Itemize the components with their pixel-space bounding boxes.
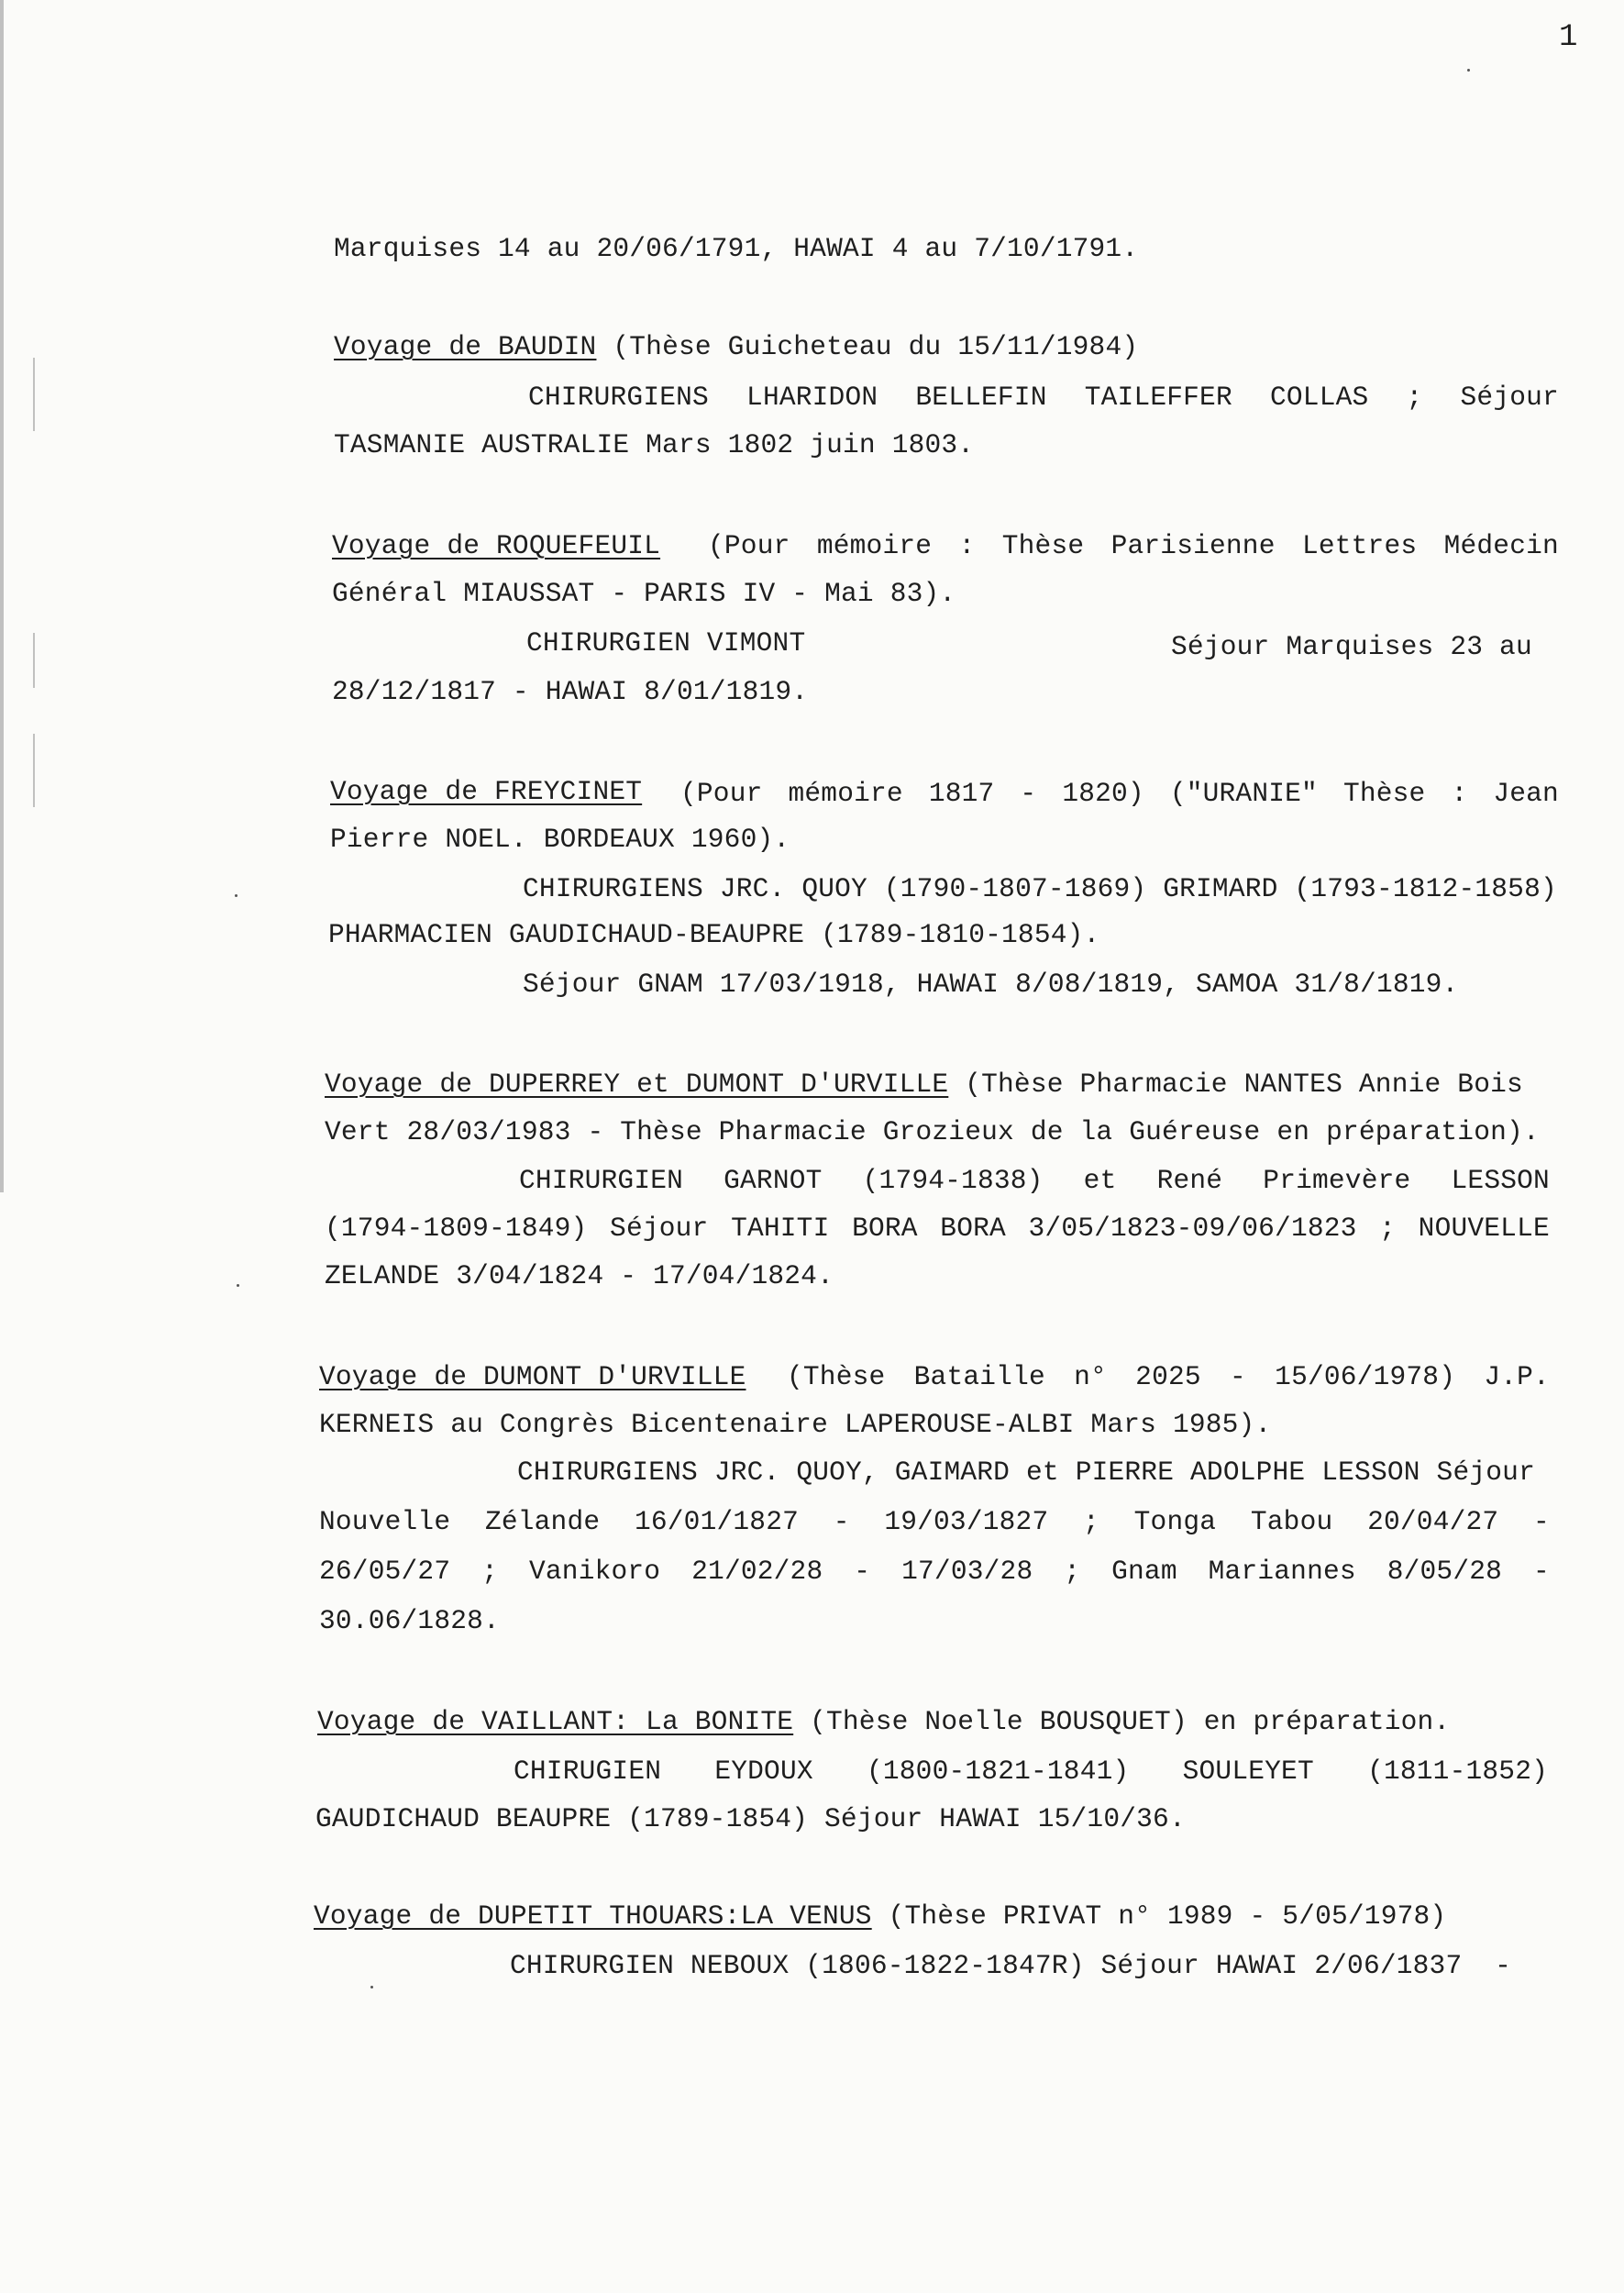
word: CHIRURGIENS (528, 382, 709, 413)
word: Mariannes (1208, 1556, 1356, 1587)
text-line: GAUDICHAUD BEAUPRE (1789-1854) Séjour HAWAI 15/10/36. (315, 1803, 1186, 1834)
text-line: Séjour GNAM 17/03/1918, HAWAI 8/08/1819, SAMOA 31/8/1819. (523, 969, 1459, 1000)
scan-speck (235, 894, 238, 897)
word: - (1020, 778, 1037, 809)
voyage-ref: (Thèse Pharmacie NANTES Annie Bois (948, 1069, 1523, 1100)
word: 20/04/27 (1367, 1506, 1499, 1537)
word: René (1156, 1165, 1223, 1196)
word: 19/03/1827 (884, 1506, 1049, 1537)
word: 1820) (1062, 778, 1144, 809)
text-line (708, 530, 1559, 561)
word: CHIRUGIEN (514, 1756, 662, 1787)
voyage-heading (317, 1706, 1450, 1737)
word: 2025 (1135, 1361, 1201, 1392)
word: (Pour (680, 778, 763, 809)
word: Vanikoro (528, 1556, 661, 1587)
scan-edge (0, 0, 4, 1192)
word: Lettres (1301, 530, 1418, 561)
text-line: PHARMACIEN GAUDICHAUD-BEAUPRE (1789-1810-1854). (328, 919, 1100, 950)
word: 15/06/1978) (1275, 1361, 1456, 1392)
word: - (1532, 1556, 1550, 1587)
voyage-ref: (Thèse PRIVAT n° 1989 - 5/05/1978) (871, 1900, 1447, 1932)
word: (1794-1838) (862, 1165, 1044, 1196)
scan-speck (370, 1986, 373, 1988)
word: ; (1064, 1556, 1081, 1587)
word: LESSON (1451, 1165, 1550, 1196)
voyage-title: Voyage de DUPERREY et DUMONT D'URVILLE (325, 1069, 949, 1100)
word: (1794-1809-1849) (325, 1213, 588, 1244)
text-line: Général MIAUSSAT - PARIS IV - Mai 83). (332, 578, 956, 609)
text-line (514, 1756, 1548, 1787)
word: Thèse (1001, 530, 1085, 561)
word: 16/01/1827 (634, 1506, 799, 1537)
text-line: CHIRURGIEN NEBOUX (1806-1822-1847R) Séjour HAWAI 2/06/1837 - (510, 1950, 1512, 1981)
word: Médecin (1443, 530, 1559, 561)
scan-speck (237, 1284, 239, 1287)
text-line: CHIRURGIEN VIMONT (526, 627, 806, 659)
text-line: CHIRURGIENS JRC. QUOY (1790-1807-1869) GRIMARD (1793-1812-1858) (523, 873, 1557, 904)
word: (1800-1821-1841) (866, 1756, 1130, 1787)
text-line: Vert 28/03/1983 - Thèse Pharmacie Grozieux de la Guéreuse en préparation). (325, 1116, 1540, 1147)
scan-mark (33, 633, 35, 688)
word: : (958, 530, 976, 561)
text-line (319, 1556, 1550, 1587)
word: mémoire (788, 778, 903, 809)
word: 21/02/28 (691, 1556, 823, 1587)
voyage-ref: (Thèse Guicheteau du 15/11/1984) (596, 331, 1139, 362)
text-line (325, 1213, 1550, 1244)
text-line (519, 1165, 1550, 1196)
voyage-title: Voyage de ROQUEFEUIL (332, 530, 661, 561)
text-line (787, 1361, 1550, 1392)
word: Gnam (1111, 1556, 1177, 1587)
word: Tabou (1250, 1506, 1333, 1537)
word: et (1083, 1165, 1117, 1196)
word: GARNOT (724, 1165, 823, 1196)
word: BORA (940, 1213, 1006, 1244)
word: 1817 (928, 778, 995, 809)
word: 3/05/1823-09/06/1823 (1028, 1213, 1357, 1244)
word: SOULEYET (1182, 1756, 1314, 1787)
voyage-title: Voyage de VAILLANT: La BONITE (317, 1706, 794, 1737)
word: - (1230, 1361, 1246, 1392)
text-line: Pierre NOEL. BORDEAUX 1960). (330, 824, 790, 855)
voyage-title: Voyage de DUMONT D'URVILLE (319, 1361, 746, 1392)
text-line: 30.06/1828. (319, 1605, 500, 1636)
text-line (680, 778, 1559, 809)
word: CHIRURGIEN (519, 1165, 684, 1196)
word: 8/05/28 (1386, 1556, 1503, 1587)
text-line: TASMANIE AUSTRALIE Mars 1802 juin 1803. (334, 429, 975, 460)
voyage-heading (330, 776, 642, 807)
page-number: 1 (1559, 20, 1578, 55)
word: ; (481, 1556, 499, 1587)
voyage-heading (325, 1069, 1523, 1100)
text-line: ZELANDE 3/04/1824 - 17/04/1824. (325, 1260, 834, 1291)
word: LHARIDON (746, 382, 878, 413)
scan-speck (1467, 69, 1470, 72)
word: Jean (1493, 778, 1559, 809)
word: J.P. (1484, 1361, 1550, 1392)
word: TAILEFFER (1084, 382, 1232, 413)
voyage-heading (319, 1361, 746, 1392)
word: Primevère (1263, 1165, 1411, 1196)
word: ; (1083, 1506, 1099, 1537)
word: NOUVELLE (1418, 1213, 1550, 1244)
word: mémoire (816, 530, 933, 561)
text-line: Marquises 14 au 20/06/1791, HAWAI 4 au 7/10/1791. (334, 233, 1139, 264)
text-line: 28/12/1817 - HAWAI 8/01/1819. (332, 676, 809, 707)
text-line: CHIRURGIENS JRC. QUOY, GAIMARD et PIERRE ADOLPHE LESSON Séjour (517, 1457, 1535, 1488)
word: BORA (852, 1213, 918, 1244)
word: Zélande (484, 1506, 601, 1537)
scan-mark (33, 358, 35, 431)
word: (1811-1852) (1367, 1756, 1548, 1787)
text-line: KERNEIS au Congrès Bicentenaire LAPEROUSE-ALBI Mars 1985). (319, 1409, 1272, 1440)
word: TAHITI (731, 1213, 830, 1244)
word: 26/05/27 (319, 1556, 451, 1587)
word: Bataille (913, 1361, 1045, 1392)
word: ("URANIE" (1169, 778, 1318, 809)
word: 17/03/28 (901, 1556, 1033, 1587)
word: - (833, 1506, 850, 1537)
voyage-heading (332, 530, 660, 561)
scan-mark (33, 734, 35, 807)
word: COLLAS (1269, 382, 1369, 413)
word: BELLEFIN (915, 382, 1047, 413)
word: Séjour (610, 1213, 709, 1244)
text-line (528, 382, 1559, 413)
voyage-title: Voyage de DUPETIT THOUARS:LA VENUS (314, 1900, 872, 1932)
word: EYDOUX (714, 1756, 813, 1787)
voyage-heading (314, 1900, 1446, 1932)
word: Tonga (1133, 1506, 1217, 1537)
word: ; (1379, 1213, 1397, 1244)
word: n° (1074, 1361, 1107, 1392)
voyage-title: Voyage de FREYCINET (330, 776, 643, 807)
word: ; (1406, 382, 1423, 413)
voyage-title: Voyage de BAUDIN (334, 331, 597, 362)
word: : (1451, 778, 1468, 809)
word: Nouvelle (319, 1506, 451, 1537)
word: Séjour (1460, 382, 1559, 413)
word: - (854, 1556, 871, 1587)
word: - (1533, 1506, 1550, 1537)
text-line: Séjour Marquises 23 au (1171, 631, 1532, 662)
word: Parisienne (1110, 530, 1276, 561)
word: (Thèse (787, 1361, 886, 1392)
word: Thèse (1342, 778, 1426, 809)
text-line (319, 1506, 1550, 1537)
voyage-heading (334, 331, 1138, 362)
word: (Pour (708, 530, 790, 561)
voyage-ref: (Thèse Noelle BOUSQUET) en préparation. (793, 1706, 1451, 1737)
